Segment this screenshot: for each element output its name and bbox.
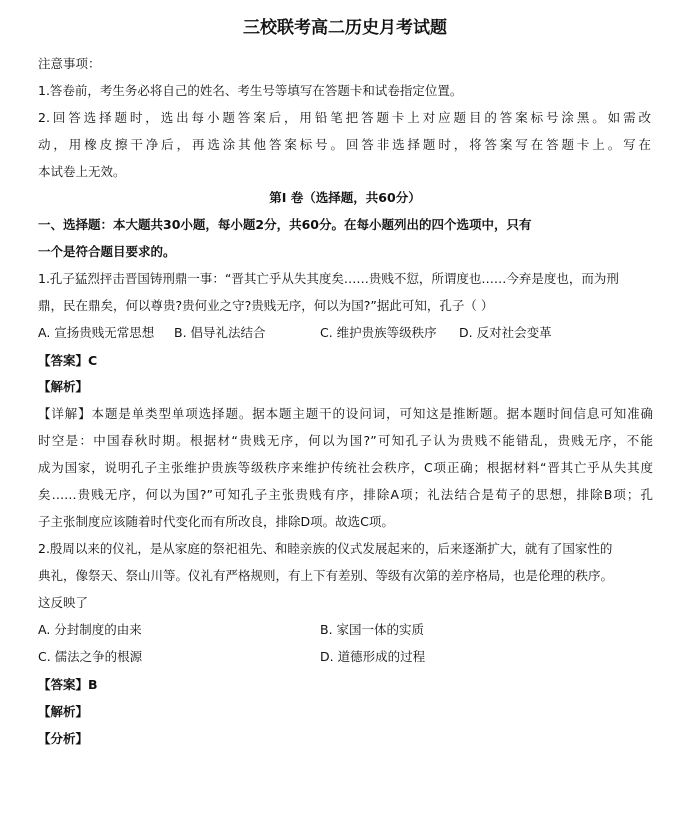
question-1-detail-line-5: 子主张制度应该随着时代变化而有所改良，排除D项。故选C项。: [38, 514, 394, 529]
question-2-answer: 【答案】B: [38, 677, 98, 692]
question-2-fenxi-label: 【分析】: [38, 731, 89, 746]
part-1-instruction-line-2: 一个是符合题目要求的。: [38, 244, 176, 259]
question-1-answer: 【答案】C: [38, 353, 98, 368]
question-1-detail-line-2: 时空是：中国春秋时期。根据材“贵贱无序，何以为国?”可知孔子认为贵贱不能错乱，贵贱无序，不能: [38, 433, 653, 448]
question-2-option-d: D. 道德形成的过程: [320, 649, 426, 664]
page-title: 三校联考高二历史月考试题: [243, 18, 447, 38]
section-heading: 第Ⅰ 卷（选择题，共60分）: [269, 190, 421, 205]
question-1-detail-line-1: 【详解】本题是单类型单项选择题。据本题主题干的设问词，可知这是推断题。据本题时间信息可知准确: [38, 406, 653, 421]
question-2-analysis-label: 【解析】: [38, 704, 89, 719]
question-2-option-a: A. 分封制度的由来: [38, 622, 142, 637]
notice-item-2-line-2: 动，用橡皮擦干净后，再选涂其他答案标号。回答非选择题时，将答案写在答题卡上。写在: [38, 137, 651, 152]
notice-heading: 注意事项：: [38, 56, 101, 71]
notice-item-2-line-1: 2.回答选择题时，选出每小题答案后，用铅笔把答题卡上对应题目的答案标号涂黑。如需改: [38, 110, 651, 125]
question-2-option-c: C. 儒法之争的根源: [38, 649, 143, 664]
question-2-stem-line-1: 2.殷周以来的仪礼，是从家庭的祭祀祖先、和睦亲族的仪式发展起来的，后来逐渐扩大，就有了国家性的: [38, 541, 613, 556]
question-1-option-b: B. 倡导礼法结合: [174, 325, 266, 340]
notice-item-2-line-3: 本试卷上无效。: [38, 164, 126, 179]
part-1-instruction-line-1: 一、选择题：本大题共30小题，每小题2分，共60分。在每小题列出的四个选项中，只有: [38, 217, 532, 232]
question-2-option-b: B. 家国一体的实质: [320, 622, 425, 637]
question-1-detail-line-4: 矣……贵贱无序，何以为国?”可知孔子主张贵贱有序，排除A项；礼法结合是荀子的思想，排除B项；孔: [38, 487, 653, 502]
question-1-stem-line-2: 鼎，民在鼎矣，何以尊贵?贵何业之守?贵贱无序，何以为国?”据此可知，孔子（ ）: [38, 298, 494, 313]
question-1-analysis-label: 【解析】: [38, 379, 89, 394]
question-1-stem-line-1: 1.孔子猛烈抨击晋国铸刑鼎一事：“晋其亡乎从失其度矣……贵贱不愆，所谓度也……今弃是度也，而为刑: [38, 271, 619, 286]
question-1-option-d: D. 反对社会变革: [459, 325, 552, 340]
question-1-option-a: A. 宣扬贵贱无常思想: [38, 325, 155, 340]
question-2-stem-line-2: 典礼，像祭天、祭山川等。仪礼有严格规则，有上下有差别、等级有次第的差序格局，也是伦理的秩序。: [38, 568, 614, 583]
notice-item-1: 1.答卷前，考生务必将自己的姓名、考生号等填写在答题卡和试卷指定位置。: [38, 83, 463, 98]
question-1-option-c: C. 维护贵族等级秩序: [320, 325, 437, 340]
question-2-stem-line-3: 这反映了: [38, 595, 89, 610]
question-1-detail-line-3: 成为国家，说明孔子主张维护贵族等级秩序来维护传统社会秩序，C项正确；根据材料“晋其亡乎从失其度: [38, 460, 653, 475]
